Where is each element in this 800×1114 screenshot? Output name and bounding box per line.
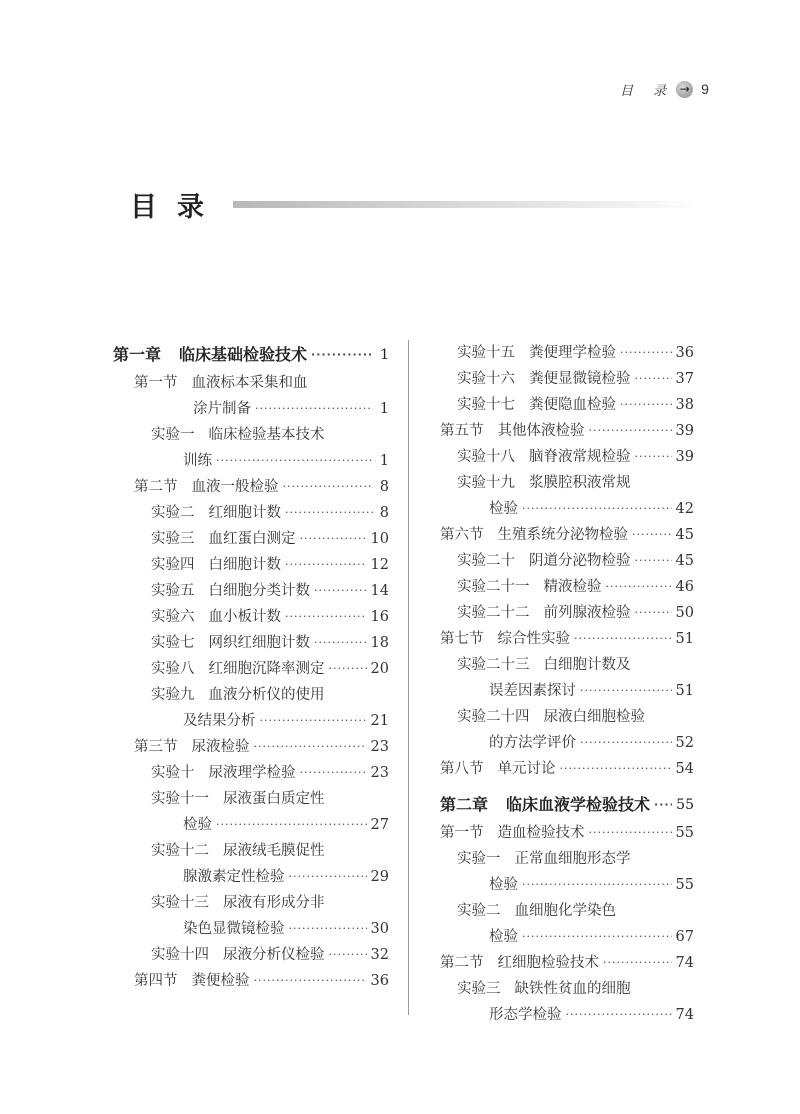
column-divider (408, 340, 409, 1015)
toc-entry-title: 尿液绒毛膜促性 (223, 843, 325, 859)
leader-dots (311, 340, 373, 370)
toc-entry-experiment[interactable] (440, 392, 694, 418)
toc-entry-experiment[interactable] (440, 846, 694, 872)
toc-entry-label: 实验九 (151, 687, 195, 703)
running-head (620, 78, 740, 100)
toc-entry-title: 粪便隐血检验 (529, 397, 616, 413)
toc-entry-experiment[interactable] (440, 574, 694, 600)
toc-entry-page: 1 (379, 453, 389, 469)
toc-entry-experiment[interactable] (113, 500, 389, 526)
leader-dots (314, 630, 367, 656)
toc-entry-title: 白细胞计数及 (543, 657, 631, 673)
toc-entry-title: 染色显微镜检验 (183, 921, 285, 937)
toc-entry-title: 粪便显微镜检验 (529, 371, 631, 387)
toc-entry-title: 及结果分析 (183, 713, 256, 729)
toc-entry-experiment[interactable] (113, 526, 389, 552)
toc-entry-experiment[interactable] (113, 890, 389, 916)
toc-entry-section-cont[interactable] (113, 396, 389, 422)
toc-entry-experiment[interactable] (440, 600, 694, 626)
toc-entry-label: 实验五 (151, 583, 195, 599)
toc-entry-label: 第五节 (440, 423, 484, 439)
toc-entry-title: 的方法学评价 (489, 735, 576, 751)
leader-dots (606, 574, 672, 600)
toc-entry-title: 白细胞计数 (208, 557, 281, 573)
title-rule (233, 201, 703, 208)
toc-entry-page: 8 (379, 505, 389, 521)
leader-dots (254, 734, 367, 760)
toc-entry-experiment-cont[interactable] (440, 730, 694, 756)
toc-entry-experiment[interactable] (440, 340, 694, 366)
leader-dots (574, 626, 672, 652)
toc-entry-experiment[interactable] (440, 548, 694, 574)
toc-entry-page: 21 (370, 713, 389, 729)
toc-entry-experiment[interactable] (440, 366, 694, 392)
toc-entry-experiment-cont[interactable] (113, 708, 389, 734)
leader-dots (635, 444, 672, 470)
toc-entry-experiment[interactable] (440, 704, 694, 730)
toc-entry-label: 第一章 (113, 345, 162, 364)
leader-dots (589, 418, 672, 444)
leader-dots (560, 756, 672, 782)
toc-entry-experiment[interactable] (113, 786, 389, 812)
toc-entry-title: 红细胞计数 (208, 505, 281, 521)
toc-entry-title: 脑脊液常规检验 (529, 449, 631, 465)
page-number: 9 (701, 81, 709, 97)
toc-entry-page: 36 (675, 345, 694, 361)
toc-entry-page: 23 (370, 765, 389, 781)
leader-dots (216, 812, 367, 838)
toc-entry-title: 训练 (183, 453, 212, 469)
toc-entry-section[interactable] (113, 734, 389, 760)
leader-dots (522, 496, 672, 522)
toc-entry-label: 实验二十三 (457, 657, 530, 673)
leader-dots (635, 366, 672, 392)
toc-entry-title: 涂片制备 (193, 401, 251, 417)
toc-entry-page: 1 (380, 347, 389, 363)
toc-entry-section[interactable] (113, 370, 389, 396)
toc-entry-title: 检验 (489, 501, 518, 517)
toc-entry-section[interactable] (440, 820, 694, 846)
toc-entry-title: 红细胞检验技术 (497, 955, 599, 971)
toc-entry-experiment[interactable] (113, 578, 389, 604)
toc-entry-page: 38 (675, 397, 694, 413)
toc-entry-label: 实验十三 (151, 895, 209, 911)
toc-entry-label: 实验二十二 (457, 605, 530, 621)
toc-entry-experiment[interactable] (113, 422, 389, 448)
toc-entry-label: 第七节 (440, 631, 484, 647)
toc-entry-label: 实验二十四 (457, 709, 530, 725)
toc-entry-label: 实验二十 (457, 553, 515, 569)
arrow-right-icon: → (676, 81, 693, 98)
toc-entry-experiment[interactable] (113, 630, 389, 656)
toc-entry-title: 血小板计数 (208, 609, 281, 625)
toc-entry-label: 第八节 (440, 761, 484, 777)
leader-dots (632, 522, 672, 548)
toc-entry-title: 检验 (489, 929, 518, 945)
leader-dots (254, 968, 367, 994)
toc-entry-title: 血液分析仪的使用 (208, 687, 325, 703)
toc-entry-label: 实验二 (151, 505, 195, 521)
toc-entry-label: 实验十四 (151, 947, 209, 963)
toc-entry-page: 55 (675, 825, 694, 841)
toc-entry-title: 尿液检验 (191, 739, 250, 755)
leader-dots (289, 916, 367, 942)
toc-entry-experiment[interactable] (113, 682, 389, 708)
toc-entry-title: 检验 (183, 817, 212, 833)
toc-entry-page: 18 (370, 635, 389, 651)
toc-entry-label: 实验十七 (457, 397, 515, 413)
toc-entry-page: 45 (675, 527, 694, 543)
toc-entry-label: 实验十一 (151, 791, 209, 807)
toc-entry-title: 血细胞化学染色 (514, 903, 616, 919)
toc-entry-page: 36 (370, 973, 389, 989)
toc-entry-label: 实验二 (457, 903, 501, 919)
toc-entry-label: 实验十六 (457, 371, 515, 387)
leader-dots (285, 604, 367, 630)
toc-entry-experiment[interactable] (113, 838, 389, 864)
toc-entry-title: 血液标本采集和血 (191, 375, 308, 391)
toc-entry-title: 腺激素定性检验 (183, 869, 285, 885)
toc-entry-experiment-cont[interactable] (440, 924, 694, 950)
leader-dots (654, 790, 672, 820)
toc-entry-label: 实验十九 (457, 475, 515, 491)
leader-dots (285, 500, 373, 526)
toc-entry-label: 实验四 (151, 557, 195, 573)
toc-entry-title: 缺铁性贫血的细胞 (514, 981, 631, 997)
toc-entry-label: 实验八 (151, 661, 195, 677)
toc-entry-label: 实验六 (151, 609, 195, 625)
page-title: 目录 (130, 192, 224, 223)
toc-entry-label: 第二章 (440, 795, 489, 814)
toc-entry-title: 检验 (489, 877, 518, 893)
toc-entry-label: 实验十二 (151, 843, 209, 859)
toc-entry-page: 52 (675, 735, 694, 751)
toc-entry-page: 54 (675, 761, 694, 777)
toc-entry-experiment[interactable] (113, 760, 389, 786)
toc-entry-experiment[interactable] (113, 942, 389, 968)
toc-entry-label: 实验二十一 (457, 579, 530, 595)
toc-entry-page: 32 (370, 947, 389, 963)
toc-entry-page: 23 (370, 739, 389, 755)
toc-entry-page: 51 (675, 683, 694, 699)
running-head-title: 目 录 (620, 83, 675, 99)
toc-entry-experiment-cont[interactable] (113, 448, 389, 474)
toc-entry-page: 1 (379, 401, 389, 417)
toc-entry-label: 第二节 (440, 955, 484, 971)
toc-entry-page: 12 (370, 557, 389, 573)
toc-entry-page: 45 (675, 553, 694, 569)
toc-left-column (113, 340, 389, 994)
toc-entry-experiment[interactable] (440, 470, 694, 496)
leader-dots (255, 396, 373, 422)
toc-entry-experiment-cont[interactable] (440, 872, 694, 898)
toc-entry-page: 27 (370, 817, 389, 833)
toc-entry-page: 46 (675, 579, 694, 595)
toc-entry-title: 血红蛋白测定 (208, 531, 296, 547)
leader-dots (216, 448, 373, 474)
leader-dots (283, 474, 374, 500)
toc-entry-page: 42 (675, 501, 694, 517)
toc-entry-section[interactable] (440, 626, 694, 652)
toc-entry-experiment[interactable] (440, 652, 694, 678)
toc-entry-experiment[interactable] (440, 898, 694, 924)
toc-entry-page: 14 (370, 583, 389, 599)
toc-entry-title: 其他体液检验 (497, 423, 585, 439)
toc-entry-experiment-cont[interactable] (113, 916, 389, 942)
toc-entry-title: 生殖系统分泌物检验 (497, 527, 628, 543)
leader-dots (635, 548, 672, 574)
toc-entry-title: 粪便检验 (191, 973, 250, 989)
toc-right-column (440, 340, 694, 1028)
toc-entry-label: 第一节 (134, 375, 178, 391)
leader-dots (285, 552, 367, 578)
leader-dots (580, 730, 672, 756)
toc-entry-label: 实验三 (457, 981, 501, 997)
toc-entry-title: 红细胞沉降率测定 (208, 661, 325, 677)
toc-entry-title: 综合性实验 (497, 631, 570, 647)
toc-entry-title: 形态学检验 (489, 1007, 562, 1023)
toc-entry-label: 第四节 (134, 973, 178, 989)
leader-dots (314, 578, 367, 604)
toc-entry-section[interactable] (113, 474, 389, 500)
toc-entry-title: 网织红细胞计数 (208, 635, 310, 651)
toc-entry-section[interactable] (440, 418, 694, 444)
toc-entry-page: 67 (675, 929, 694, 945)
leader-dots (329, 942, 367, 968)
toc-entry-page: 29 (370, 869, 389, 885)
toc-entry-label: 第六节 (440, 527, 484, 543)
toc-entry-label: 实验三 (151, 531, 195, 547)
toc-entry-title: 尿液蛋白质定性 (223, 791, 325, 807)
leader-dots (589, 820, 672, 846)
toc-entry-section[interactable] (440, 522, 694, 548)
toc-entry-section[interactable] (440, 950, 694, 976)
leader-dots (329, 656, 367, 682)
leader-dots (603, 950, 672, 976)
leader-dots (566, 1002, 672, 1028)
leader-dots (289, 864, 367, 890)
toc-entry-label: 实验十五 (457, 345, 515, 361)
toc-entry-experiment[interactable] (113, 552, 389, 578)
toc-entry-title: 尿液分析仪检验 (223, 947, 325, 963)
toc-entry-page: 39 (675, 423, 694, 439)
toc-entry-title: 精液检验 (543, 579, 602, 595)
toc-entry-label: 实验一 (457, 851, 501, 867)
toc-entry-page: 8 (379, 479, 389, 495)
toc-entry-experiment[interactable] (440, 444, 694, 470)
toc-entry-label: 实验一 (151, 427, 195, 443)
toc-entry-page: 16 (370, 609, 389, 625)
leader-dots (522, 872, 672, 898)
toc-entry-label: 第一节 (440, 825, 484, 841)
toc-entry-title: 单元讨论 (497, 761, 556, 777)
toc-entry-chapter[interactable] (113, 340, 389, 370)
toc-entry-title: 粪便理学检验 (529, 345, 616, 361)
toc-entry-title: 白细胞分类计数 (208, 583, 310, 599)
toc-entry-title: 临床基础检验技术 (179, 345, 308, 364)
leader-dots (522, 924, 672, 950)
toc-entry-page: 51 (675, 631, 694, 647)
toc-entry-page: 74 (675, 1007, 694, 1023)
toc-entry-title: 临床血液学检验技术 (506, 795, 651, 814)
toc-entry-label: 实验十 (151, 765, 195, 781)
toc-entry-title: 正常血细胞形态学 (514, 851, 631, 867)
toc-entry-experiment[interactable] (113, 604, 389, 630)
toc-entry-title: 尿液有形成分非 (223, 895, 325, 911)
toc-entry-experiment-cont[interactable] (440, 1002, 694, 1028)
toc-entry-label: 实验七 (151, 635, 195, 651)
leader-dots (580, 678, 672, 704)
leader-dots (300, 760, 367, 786)
toc-entry-page: 20 (370, 661, 389, 677)
toc-entry-title: 造血检验技术 (497, 825, 585, 841)
leader-dots (620, 392, 672, 418)
toc-entry-label: 第二节 (134, 479, 178, 495)
toc-entry-experiment-cont[interactable] (113, 864, 389, 890)
toc-entry-section[interactable] (440, 756, 694, 782)
toc-entry-experiment[interactable] (440, 976, 694, 1002)
toc-entry-experiment[interactable] (113, 656, 389, 682)
toc-entry-title: 浆膜腔积液常规 (529, 475, 631, 491)
leader-dots (260, 708, 367, 734)
toc-entry-title: 血液一般检验 (191, 479, 279, 495)
toc-entry-title: 前列腺液检验 (543, 605, 631, 621)
leader-dots (620, 340, 672, 366)
toc-entry-page: 30 (370, 921, 389, 937)
toc-entry-title: 误差因素探讨 (489, 683, 576, 699)
toc-entry-page: 10 (370, 531, 389, 547)
leader-dots (635, 600, 672, 626)
toc-entry-page: 50 (675, 605, 694, 621)
toc-entry-experiment-cont[interactable] (113, 812, 389, 838)
toc-entry-title: 尿液理学检验 (208, 765, 296, 781)
toc-entry-page: 55 (675, 877, 694, 893)
leader-dots (300, 526, 367, 552)
toc-entry-label: 实验十八 (457, 449, 515, 465)
toc-entry-title: 阴道分泌物检验 (529, 553, 631, 569)
toc-entry-page: 74 (675, 955, 694, 971)
toc-entry-label: 第三节 (134, 739, 178, 755)
toc-entry-title: 尿液白细胞检验 (543, 709, 645, 725)
toc-entry-section[interactable] (113, 968, 389, 994)
toc-entry-title: 临床检验基本技术 (208, 427, 325, 443)
toc-entry-chapter[interactable] (440, 790, 694, 820)
toc-entry-page: 55 (676, 797, 694, 813)
toc-entry-page: 37 (675, 371, 694, 387)
toc-entry-experiment-cont[interactable] (440, 496, 694, 522)
toc-entry-page: 39 (675, 449, 694, 465)
toc-entry-experiment-cont[interactable] (440, 678, 694, 704)
